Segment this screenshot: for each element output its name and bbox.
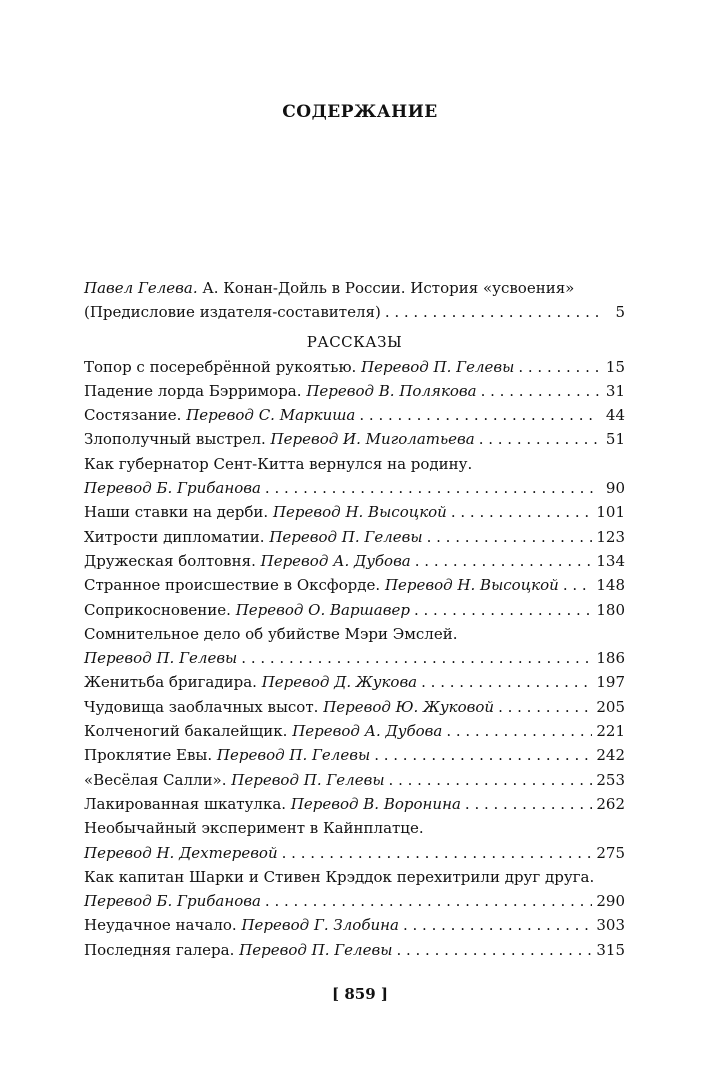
entry-translator: Перевод В. Полякова <box>306 381 477 400</box>
entry-translator: Перевод Б. Грибанова <box>84 479 261 498</box>
leader-dots <box>451 500 593 524</box>
leader-dots <box>427 525 593 549</box>
entry-title: Злополучный выстрел. <box>84 430 266 449</box>
toc-entry <box>84 646 625 670</box>
leader-dots <box>479 427 599 451</box>
toc-entry <box>84 427 625 451</box>
entry-translator: Перевод П. Гелевы <box>231 770 385 789</box>
entry-translator: Перевод П. Гелевы <box>84 649 238 668</box>
page-number: 44 <box>605 406 625 425</box>
entry-title: Наши ставки на дерби. <box>84 503 269 522</box>
page-number: 197 <box>596 673 625 692</box>
leader-dots <box>465 792 592 816</box>
page-number: 31 <box>605 381 625 400</box>
entry-title: Странное происшествие в Оксфорде. <box>84 576 381 595</box>
leader-dots <box>265 889 592 913</box>
toc-entry <box>84 889 625 913</box>
entry-title: Колченогий бакалейщик. <box>84 722 288 741</box>
page-number: 15 <box>605 357 625 376</box>
entry-title: «Весёлая Салли». <box>84 770 227 789</box>
entry-translator: Перевод П. Гелевы <box>269 527 423 546</box>
toc-entry <box>84 913 625 937</box>
leader-dots <box>389 768 593 792</box>
entry-title: Женитьба бригадира. <box>84 673 257 692</box>
entry-translator: Перевод Б. Грибанова <box>84 892 261 911</box>
entry-title: Проклятие Евы. <box>84 746 213 765</box>
page-number: 290 <box>596 892 625 911</box>
leader-dots <box>415 549 593 573</box>
toc-entry <box>84 670 625 694</box>
page-number: 186 <box>596 649 625 668</box>
entry-translator: Перевод О. Варшавер <box>235 600 410 619</box>
entry-translator: Перевод П. Гелевы <box>239 940 393 959</box>
toc-entry <box>84 792 625 816</box>
preface-title: А. Конан-Дойль в России. История «усвоения» <box>197 279 575 297</box>
toc-entry <box>84 476 625 500</box>
entry-translator: Перевод Д. Жукова <box>261 673 418 692</box>
toc-entry <box>84 403 625 427</box>
folio-page-number: [ 859 ] <box>332 985 388 1003</box>
entry-translator: Перевод Н. Высоцкой <box>272 503 447 522</box>
leader-dots <box>374 743 592 767</box>
page-number: 90 <box>605 479 625 498</box>
toc-entry <box>84 549 625 573</box>
leader-dots <box>265 476 599 500</box>
page-number: 253 <box>596 770 625 789</box>
page-number: 134 <box>596 551 625 570</box>
entry-title: Необычайный эксперимент в Кайнплатце. <box>84 819 424 838</box>
toc-entry <box>84 525 625 549</box>
toc-entry <box>84 938 625 962</box>
entry-translator: Перевод В. Воронина <box>290 794 461 813</box>
page-number: 5 <box>615 303 625 322</box>
toc-entry <box>84 355 625 379</box>
table-of-contents <box>84 276 625 962</box>
page-number: 221 <box>596 722 625 741</box>
preface-author: Павел Гелева. <box>84 279 198 297</box>
entry-title: Как капитан Шарки и Стивен Крэддок перехитрили друг друга. <box>84 867 595 886</box>
toc-entry <box>84 743 625 767</box>
leader-dots <box>481 379 599 403</box>
leader-dots <box>403 913 592 937</box>
page-number: 242 <box>596 746 625 765</box>
leader-dots <box>498 695 592 719</box>
entry-title: Чудовища заоблачных высот. <box>84 697 319 716</box>
toc-entry <box>84 379 625 403</box>
leader-dots <box>282 841 593 865</box>
entry-translator: Перевод С. Маркиша <box>186 406 356 425</box>
toc-preface-line1 <box>84 276 625 300</box>
entry-translator: Перевод П. Гелевы <box>361 357 515 376</box>
leader-dots <box>385 300 599 324</box>
entry-translator: Перевод И. Миголатьева <box>270 430 475 449</box>
entry-title: Состязание. <box>84 406 182 425</box>
page-number: 262 <box>596 794 625 813</box>
entry-title: Падение лорда Бэрримора. <box>84 381 302 400</box>
entry-title: Неудачное начало. <box>84 916 237 935</box>
leader-dots <box>241 646 592 670</box>
page-number: 51 <box>605 430 625 449</box>
toc-entry <box>84 768 625 792</box>
leader-dots <box>563 573 593 597</box>
toc-entry <box>84 500 625 524</box>
toc-preface-line2 <box>84 300 625 324</box>
entry-translator: Перевод Н. Дехтеревой <box>84 843 278 862</box>
entry-title: Хитрости дипломатии. <box>84 527 265 546</box>
entry-title: Соприкосновение. <box>84 600 231 619</box>
entry-translator: Перевод Ю. Жуковой <box>323 697 495 716</box>
leader-dots <box>359 403 599 427</box>
preface-subtitle: (Предисловие издателя-составителя) <box>84 303 381 322</box>
toc-entries <box>84 355 625 962</box>
toc-entry <box>84 841 625 865</box>
leader-dots <box>446 719 592 743</box>
page-title: СОДЕРЖАНИЕ <box>282 102 438 122</box>
page-number: 205 <box>596 697 625 716</box>
section-heading: РАССКАЗЫ <box>306 332 403 351</box>
entry-translator: Перевод Г. Злобина <box>241 916 399 935</box>
leader-dots <box>421 670 592 694</box>
entry-translator: Перевод Н. Высоцкой <box>384 576 559 595</box>
entry-title: Топор с посеребрённой рукоятью. <box>84 357 357 376</box>
page-number: 101 <box>596 503 625 522</box>
toc-entry <box>84 695 625 719</box>
page-number: 315 <box>596 940 625 959</box>
toc-entry <box>84 573 625 597</box>
toc-entry-title-line <box>84 452 625 476</box>
page-number: 275 <box>596 843 625 862</box>
page-number: 123 <box>596 527 625 546</box>
entry-translator: Перевод П. Гелевы <box>216 746 371 765</box>
toc-entry <box>84 598 625 622</box>
page-number: 148 <box>596 576 625 595</box>
toc-entry-title-line <box>84 622 625 646</box>
entry-translator: Перевод А. Дубова <box>292 722 443 741</box>
entry-title: Сомнительное дело об убийстве Мэри Эмслей. <box>84 624 458 643</box>
leader-dots <box>414 598 592 622</box>
toc-entry-title-line <box>84 865 625 889</box>
page-number: 303 <box>596 916 625 935</box>
entry-title: Как губернатор Сент-Китта вернулся на родину. <box>84 454 473 473</box>
entry-title: Лакированная шкатулка. <box>84 794 287 813</box>
entry-title: Дружеская болтовня. <box>84 551 256 570</box>
toc-entry-title-line <box>84 816 625 840</box>
page-number: 180 <box>596 600 625 619</box>
leader-dots <box>518 355 599 379</box>
toc-entry <box>84 719 625 743</box>
entry-title: Последняя галера. <box>84 940 235 959</box>
leader-dots <box>396 938 592 962</box>
entry-translator: Перевод А. Дубова <box>260 551 411 570</box>
